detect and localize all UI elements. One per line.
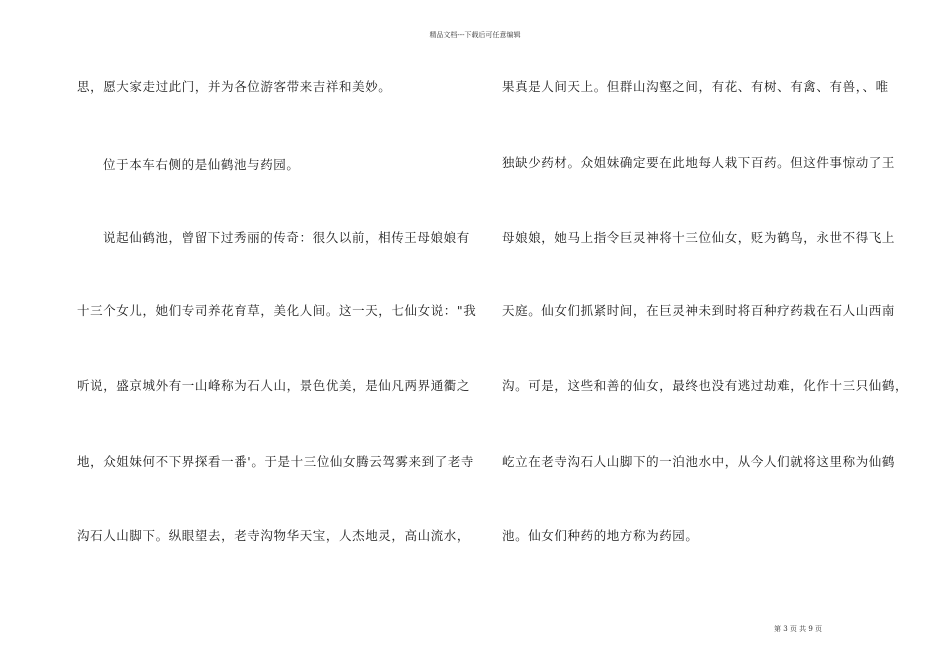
text-line: 天庭。仙女们抓紧时间，在巨灵神未到时将百种疗药栽在石人山西南 xyxy=(502,303,896,318)
text-line: 十三个女儿，她们专司养花育草，美化人间。这一天，七仙女说："我 xyxy=(77,303,477,318)
text-line: 思，愿大家走过此门，并为各位游客带来吉祥和美妙。 xyxy=(77,79,392,94)
text-line: 沟石人山脚下。纵眼望去，老寺沟物华天宝，人杰地灵，高山流水， xyxy=(77,528,471,543)
page-header: 精品文档---下载后可任意编辑 xyxy=(429,31,521,39)
text-line: 沟。可是，这些和善的仙女，最终也没有逃过劫难，化作十三只仙鹤， xyxy=(502,378,909,393)
text-line: 地，众姐妹何不下界探看一番'。于是十三位仙女腾云驾雾来到了老寺 xyxy=(77,454,475,469)
text-line: 屹立在老寺沟石人山脚下的一泊池水中，从今人们就将这里称为仙鹤 xyxy=(502,454,896,469)
text-line: 听说，盛京城外有一山峰称为石人山，景色优美，是仙凡两界通衢之 xyxy=(77,378,471,393)
text-line: 池。仙女们种药的地方称为药园。 xyxy=(502,528,699,543)
text-line: 果真是人间天上。但群山沟壑之间，有花、有树、有禽、有兽，、唯 xyxy=(502,79,889,94)
text-line: 说起仙鹤池，曾留下过秀丽的传奇：很久以前，相传王母娘娘有 xyxy=(103,230,470,245)
text-line: 独缺少药材。众姐妹确定要在此地每人栽下百药。但这件事惊动了王 xyxy=(502,155,896,170)
text-line: 母娘娘，她马上指令巨灵神将十三位仙女，贬为鹤鸟，永世不得飞上 xyxy=(502,230,896,245)
page-number: 第 3 页 共 9 页 xyxy=(774,625,823,633)
text-line: 位于本车右侧的是仙鹤池与药园。 xyxy=(103,157,300,172)
